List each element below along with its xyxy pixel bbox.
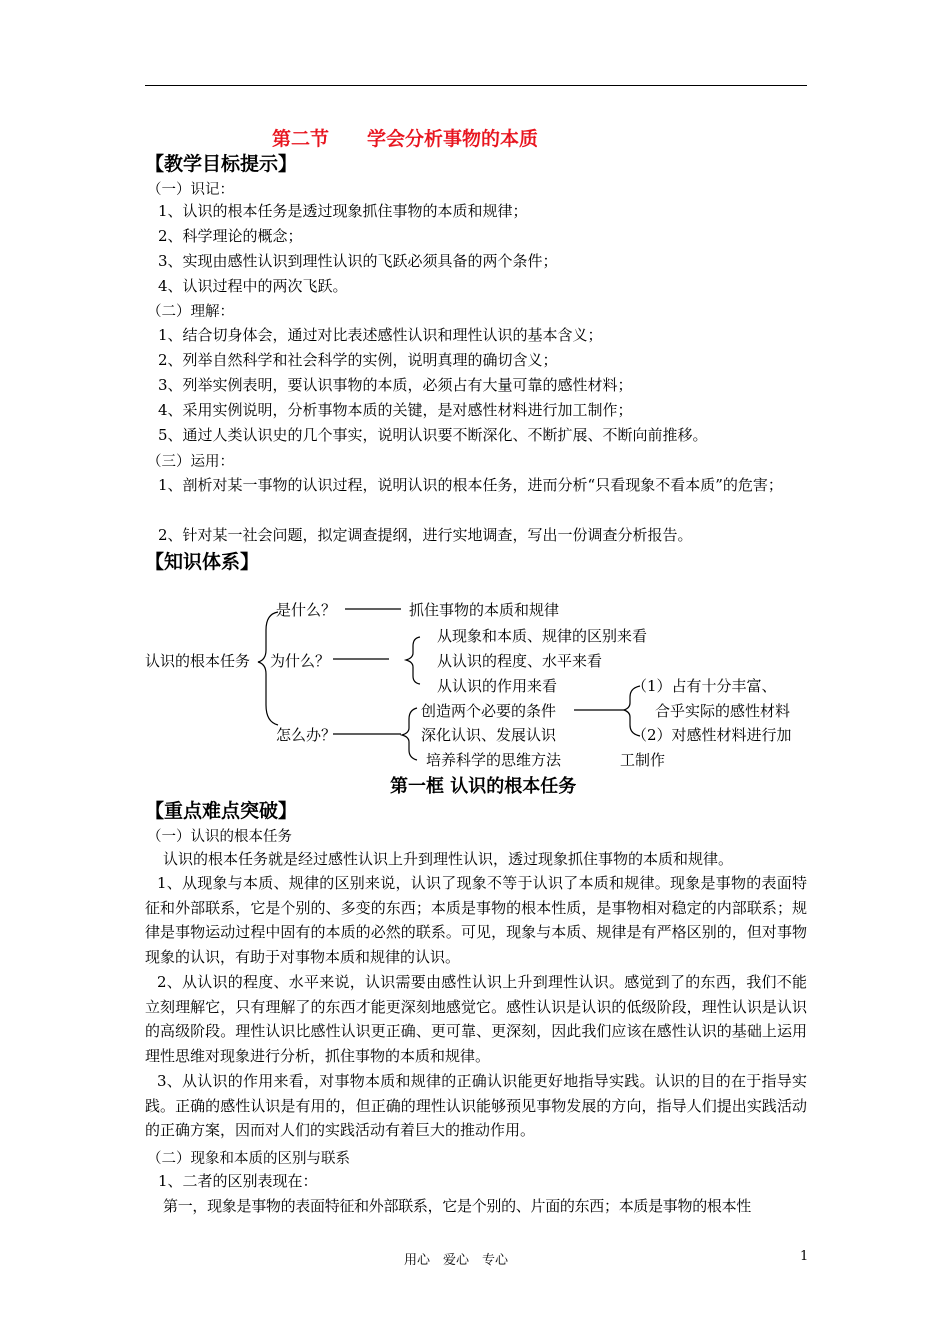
apply-item: 1、剖析对某一事物的认识过程，说明认识的根本任务，进而分析“只看现象不看本质”的危害；: [158, 476, 783, 494]
diagram-why-item: 从认识的作用来看: [437, 677, 558, 695]
intro-paragraph: 认识的根本任务就是经过感性认识上升到理性认识，透过现象抓住事物的本质和规律。: [163, 850, 734, 868]
diagram-what-question: 是什么？: [276, 601, 337, 619]
knowledge-system-heading: 【知识体系】: [145, 551, 260, 573]
footer-motto: 用心 爱心 专心: [404, 1253, 509, 1268]
footer-page-number: 1: [800, 1249, 809, 1264]
body-paragraph-3: 3、从认识的作用来看，对事物本质和规律的正确认识能更好地指导实践。认识的目的在于指导实践。正确的感性认识是有用的，但正确的理性认识能够预见事物发展的方向，指导人们提出实践活动的正确方案，因而对人们的实践活动有着巨大的推动作用。: [145, 1072, 807, 1140]
understand-item: 5、通过人类认识史的几个事实，说明认识要不断深化、不断扩展、不断向前推移。: [158, 426, 708, 444]
diagram-condition-1: （1）占有十分丰富、: [632, 677, 777, 695]
body-paragraph-1: 1、从现象与本质、规律的区别来说，认识了现象不等于认识了本质和规律。现象是事物的表面特征和外部联系，它是个别的、多变的东西；本质是事物的根本性质，是事物相对稳定的内部联系；规律是事物运动过程中固有的本质的必然的联系。可见，现象与本质、规律是有严格区别的，但对事物现象的认识，有助于对事物本质和规律的认识。: [145, 874, 807, 966]
diagram-condition-2-cont: 工制作: [620, 751, 666, 769]
recall-item: 4、认识过程中的两次飞跃。: [158, 277, 348, 295]
part2-label: （二）现象和本质的区别与联系: [147, 1151, 350, 1167]
diagram-condition-2: （2）对感性材料进行加: [632, 726, 792, 744]
why-brace: [406, 637, 420, 684]
understand-item: 4、采用实例说明，分析事物本质的关键，是对感性材料进行加工制作；: [158, 401, 633, 419]
frame-title: 第一框 认识的根本任务: [390, 776, 577, 797]
apply-label: （三）运用：: [147, 454, 234, 470]
diagram-condition-1-cont: 合乎实际的感性材料: [655, 702, 791, 720]
understand-label: （二）理解：: [147, 304, 234, 320]
teaching-goals-heading: 【教学目标提示】: [145, 153, 298, 175]
part1-label: （一）认识的根本任务: [147, 829, 292, 845]
body-paragraph-2: 2、从认识的程度、水平来说，认识需要由感性认识上升到理性认识。感觉到了的东西，我们不能立刻理解它，只有理解了的东西才能更深刻地感觉它。感性认识是认识的低级阶段，理性认识是认识的高级阶段。理性认识比感性认识更正确、更可靠、更深刻，因此我们应该在感性认识的基础上运用理性思维对现象进行分析，抓住事物的本质和规律。: [145, 973, 807, 1065]
understand-item: 3、列举实例表明，要认识事物的本质，必须占有大量可靠的感性材料；: [158, 376, 633, 394]
apply-item: 2、针对某一社会问题，拟定调查提纲，进行实地调查，写出一份调查分析报告。: [158, 526, 693, 544]
diagram-how-item: 培养科学的思维方法: [426, 751, 562, 769]
diagram-how-item: 深化认识、发展认识: [421, 726, 557, 744]
key-points-heading: 【重点难点突破】: [145, 800, 298, 822]
diagram-why-question: 为什么？: [270, 652, 331, 670]
recall-item: 1、认识的根本任务是透过现象抓住事物的本质和规律；: [158, 202, 528, 220]
diagram-why-item: 从认识的程度、水平来看: [437, 652, 603, 670]
recall-item: 2、科学理论的概念；: [158, 227, 303, 245]
part2-subheading: 1、二者的区别表现在：: [158, 1172, 318, 1190]
part2-text: 第一，现象是事物的表面特征和外部联系，它是个别的、片面的东西；本质是事物的根本性: [163, 1197, 752, 1215]
diagram-why-item: 从现象和本质、规律的区别来看: [437, 627, 648, 645]
diagram-how-item: 创造两个必要的条件: [421, 702, 557, 720]
diagram-how-question: 怎么办？: [276, 726, 337, 744]
diagram-what-answer: 抓住事物的本质和规律: [409, 601, 560, 619]
recall-item: 3、实现由感性认识到理性认识的飞跃必须具备的两个条件；: [158, 252, 558, 270]
recall-label: （一）识记：: [147, 182, 234, 198]
understand-item: 2、列举自然科学和社会科学的实例，说明真理的确切含义；: [158, 351, 558, 369]
understand-item: 1、结合切身体会，通过对比表述感性认识和理性认识的基本含义；: [158, 326, 603, 344]
diagram-root: 认识的根本任务: [145, 652, 251, 670]
page-title: 第二节 学会分析事物的本质: [272, 128, 539, 150]
how-brace: [402, 708, 417, 760]
